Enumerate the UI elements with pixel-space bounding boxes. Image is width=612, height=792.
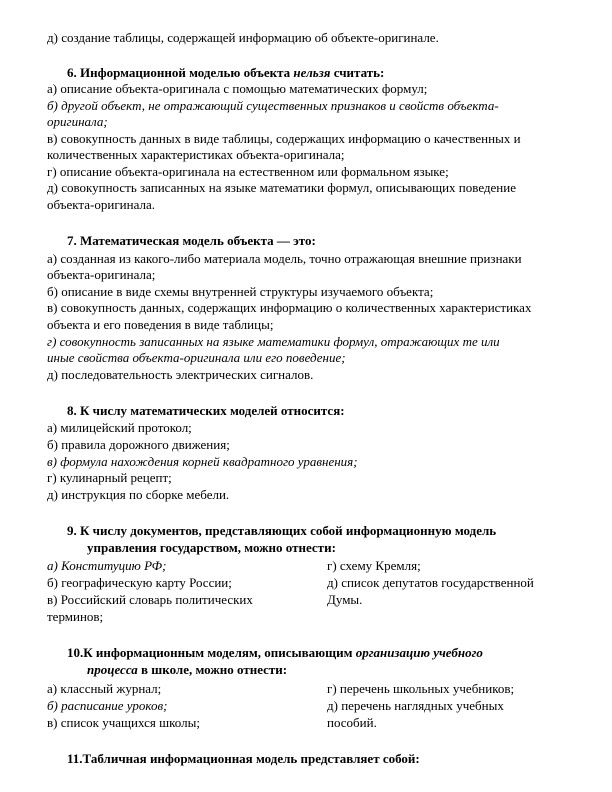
q7-answer-b: б) описание в виде схемы внутренней структуры изучаемого объекта; <box>47 284 434 299</box>
q10-answer-a: а) классный журнал; <box>47 681 162 696</box>
question-9-title-cont: управления государством, можно отнести: <box>87 540 336 555</box>
q9-answer-a: а) Конституцию РФ; <box>47 558 167 573</box>
q8-answer-b: б) правила дорожного движения; <box>47 437 230 452</box>
q10-answer-g: г) перечень школьных учебников; <box>327 681 515 696</box>
q7-answer-g-cont: иные свойства объекта-оригинала или его поведение; <box>47 350 346 365</box>
q8-answer-d: д) инструкция по сборке мебели. <box>47 487 230 502</box>
q6-answer-d: д) совокупность записанных на языке математики формул, описывающих поведение <box>47 180 516 195</box>
q7-answer-a-cont: объекта-оригинала; <box>47 267 156 282</box>
q9-answer-d: д) список депутатов государственной <box>327 575 534 590</box>
q10-answer-b: б) расписание уроков; <box>47 698 168 713</box>
q7-answer-d: д) последовательность электрических сигналов. <box>47 367 314 382</box>
q9-answer-b: б) географическую карту России; <box>47 575 232 590</box>
q10-answer-d: д) перечень наглядных учебных <box>327 698 504 713</box>
question-7-title: 7. Математическая модель объекта — это: <box>67 233 316 248</box>
q10-answer-d-cont: пособий. <box>327 715 377 730</box>
q7-answer-a: а) созданная из какого-либо материала модель, точно отражающая внешние признаки <box>47 251 522 266</box>
q6-answer-d-cont: объекта-оригинала. <box>47 197 155 212</box>
q10-answer-v: в) список учащихся школы; <box>47 715 200 730</box>
q7-answer-v: в) совокупность данных, содержащих информацию о количественных характеристиках <box>47 300 532 315</box>
q9-answer-v-cont: терминов; <box>47 609 104 624</box>
question-10-title-cont: процесса в школе, можно отнести: <box>87 662 288 677</box>
question-6-title: 6. Информационной моделью объекта нельзя считать: <box>67 65 385 80</box>
q7-answer-v-cont: объекта и его поведения в виде таблицы; <box>47 317 274 332</box>
q7-answer-g: г) совокупность записанных на языке математики формул, отражающих те или <box>47 334 500 349</box>
q8-answer-v: в) формула нахождения корней квадратного уравнения; <box>47 454 358 469</box>
question-8-title: 8. К числу математических моделей относится: <box>67 403 345 418</box>
q8-answer-g: г) кулинарный рецепт; <box>47 470 172 485</box>
q6-answer-a: а) описание объекта-оригинала с помощью математических формул; <box>47 81 428 96</box>
question-9-title: 9. К числу документов, представляющих собой информационную модель <box>67 523 497 538</box>
question-10-title: 10.К информационным моделям, описывающим организацию учебного <box>67 645 483 660</box>
prev-answer-d: д) создание таблицы, содержащей информацию об объекте-оригинале. <box>47 30 439 45</box>
q9-answer-d-cont: Думы. <box>327 592 363 607</box>
question-11-title: 11.Табличная информационная модель представляет собой: <box>67 751 420 766</box>
q6-answer-g: г) описание объекта-оригинала на естественном или формальном языке; <box>47 164 449 179</box>
q6-answer-v: в) совокупность данных в виде таблицы, содержащих информацию о качественных и <box>47 131 521 146</box>
q9-answer-g: г) схему Кремля; <box>327 558 421 573</box>
q6-answer-b-cont: оригинала; <box>47 114 108 129</box>
q8-answer-a: а) милицейский протокол; <box>47 420 192 435</box>
q6-answer-b: б) другой объект, не отражающий существенных признаков и свойств объекта- <box>47 98 499 113</box>
q9-answer-v: в) Российский словарь политических <box>47 592 253 607</box>
q6-answer-v-cont: количественных характеристиках объекта-оригинала; <box>47 147 345 162</box>
